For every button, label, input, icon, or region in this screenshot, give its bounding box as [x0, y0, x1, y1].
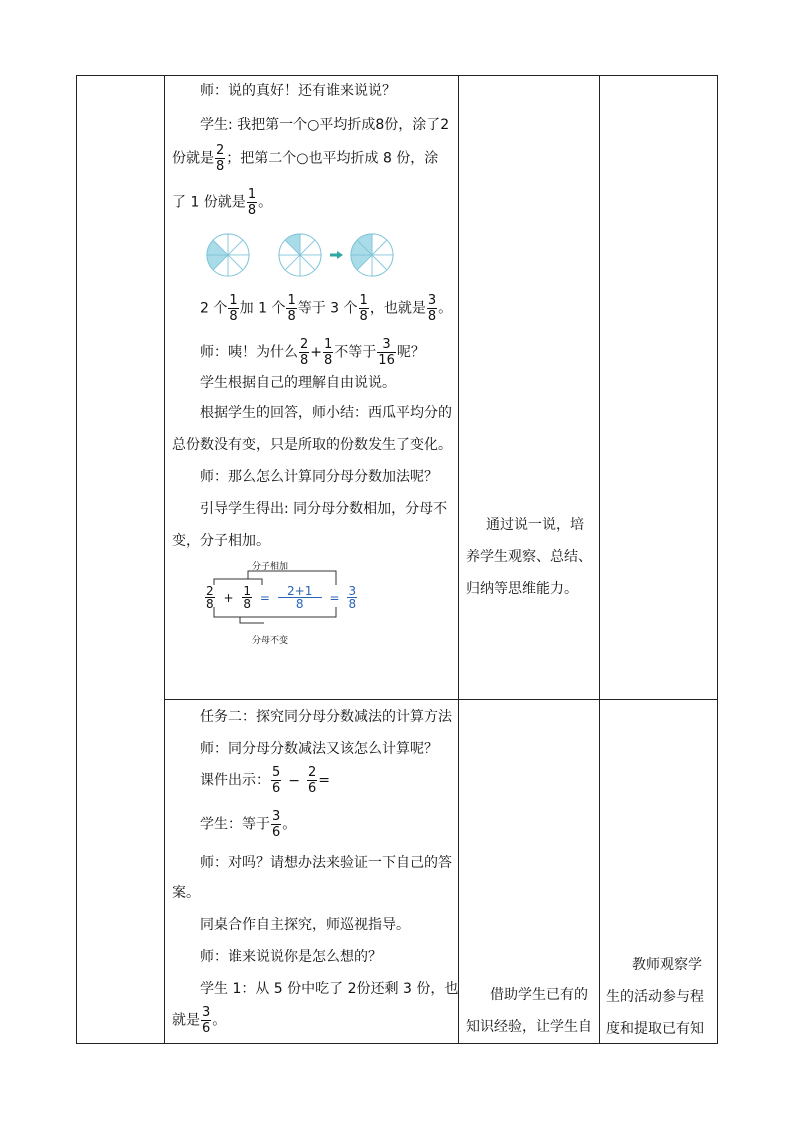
equals-sign: = [329, 590, 340, 605]
fraction-3-6: $\frac{3}{6}$ [272, 809, 281, 840]
fraction-1-8: $\frac{1}{8}$ [324, 337, 333, 368]
fraction-1-8: $\frac{1}{8}$ [229, 293, 238, 324]
text-segment: 就是 [172, 1012, 200, 1029]
text-segment: 课件出示： [200, 772, 270, 789]
text-line: 养学生观察、总结、 [466, 549, 592, 565]
fraction-2-6: $\frac{2}{6}$ [308, 765, 317, 796]
row2-process-cell [172, 699, 459, 1043]
fraction-3-16: $\frac{3}{16}$ [378, 337, 395, 368]
text-line [172, 809, 490, 840]
fraction-1-8: $\frac{1}{8}$ [247, 187, 257, 218]
text-line [172, 143, 462, 174]
text-segment: 。 [258, 194, 273, 211]
text-line: 变，分子相加。 [172, 533, 270, 549]
fraction: $\frac{2}{8}$ [206, 584, 214, 611]
text-segment: 2 个 [200, 300, 228, 317]
row1-process-cell [172, 75, 456, 699]
fraction-2-8: $\frac{2}{8}$ [216, 143, 225, 174]
text-line: 同桌合作自主探究，师巡视指导。 [200, 917, 410, 933]
text-line: 根据学生的回答，师小结：西瓜平均分的 [200, 405, 452, 421]
plus-sign: + [310, 344, 323, 361]
text-line: 教师观察学 [632, 957, 702, 973]
equals-sign: = [259, 590, 270, 605]
text-line: 师：谁来说说你是怎么想的？ [200, 949, 382, 965]
text-line [172, 293, 490, 324]
text-segment: ；把第二个○也平均折成 8 份，涂 [226, 150, 439, 167]
arrow-icon [330, 251, 343, 259]
circle-three-eighths [351, 234, 393, 276]
text-line: 案。 [172, 885, 200, 901]
text-line: 归纳等思维能力。 [466, 581, 578, 597]
text-segment: 。 [282, 816, 297, 833]
equals-sign: = [318, 772, 331, 789]
text-segment: 。 [438, 300, 453, 317]
text-segment: 。 [212, 1012, 227, 1029]
text-line: 通过说一说，培 [486, 517, 584, 533]
text-line: 借助学生已有的 [490, 987, 588, 1003]
text-segment: 不等于 [334, 344, 377, 361]
text-segment: 加 1 个 [239, 300, 286, 317]
lesson-table [76, 75, 718, 1044]
fraction: $\frac{2+1}{8}$ [278, 585, 322, 610]
fraction-5-6: $\frac{5}{6}$ [272, 765, 281, 796]
text-segment: 份就是 [172, 150, 214, 167]
text-line: 度和提取已有知 [606, 1021, 704, 1037]
fraction-1-8: $\frac{1}{8}$ [287, 293, 296, 324]
text-line: 师：对吗？请想办法来验证一下自己的答 [200, 855, 452, 871]
text-line: 师：那么怎么计算同分母分数加法呢？ [200, 469, 438, 485]
text-line: 学生: 我把第一个○平均折成8份，涂了2 [200, 117, 450, 133]
text-line: 师：同分母分数减法又该怎么计算呢？ [200, 741, 438, 757]
table-border-bottom [76, 1043, 718, 1044]
watermelon-circles-illustration [206, 230, 396, 280]
circle-two-eighths [207, 234, 249, 276]
fraction-2-8: $\frac{2}{8}$ [300, 337, 309, 368]
text-line: 引导学生得出: 同分母分数相加，分母不 [200, 501, 448, 517]
plus-sign: + [223, 590, 234, 605]
table-border-left [76, 75, 77, 1044]
fraction-3-8: $\frac{3}{8}$ [427, 293, 437, 324]
addition-diagram [200, 557, 357, 647]
text-line: 知识经验，让学生自 [466, 1019, 592, 1035]
fraction-3-6: $\frac{3}{6}$ [202, 1005, 211, 1036]
text-segment: 等于 3 个 [297, 300, 358, 317]
text-line: 学生 1：从 5 份中吃了 2份还剩 3 份，也 [200, 981, 459, 997]
text-line: 任务二：探究同分母分数减法的计算方法 [200, 709, 452, 725]
text-line [172, 337, 490, 368]
text-line: 师：说的真好！还有谁来说说？ [200, 83, 396, 99]
table-col-divider-1 [164, 75, 165, 1044]
text-segment: 呢？ [396, 344, 425, 361]
text-line [172, 765, 490, 796]
diagram-equation [204, 585, 358, 610]
text-line: 生的活动参与程 [606, 989, 704, 1005]
fraction-1-8: $\frac{1}{8}$ [359, 293, 368, 324]
minus-sign: − [288, 772, 301, 789]
text-segment: 学生：等于 [200, 816, 270, 833]
text-line [172, 1005, 462, 1036]
circle-one-eighth [279, 234, 321, 276]
diagram-label-bottom: 分母不变 [252, 636, 289, 646]
fraction: $\frac{3}{8}$ [348, 584, 357, 611]
fraction: $\frac{1}{8}$ [243, 584, 251, 611]
text-segment: ，也就是 [369, 300, 426, 317]
text-line [172, 187, 462, 218]
text-segment: 师：咦！为什么 [200, 344, 298, 361]
text-segment: 了 1 份就是 [172, 194, 246, 211]
text-line: 总份数没有变，只是所取的份数发生了变化。 [172, 437, 452, 453]
diagram-label-top: 分子相加 [252, 562, 289, 572]
text-line: 学生根据自己的理解自由说说。 [200, 375, 396, 391]
